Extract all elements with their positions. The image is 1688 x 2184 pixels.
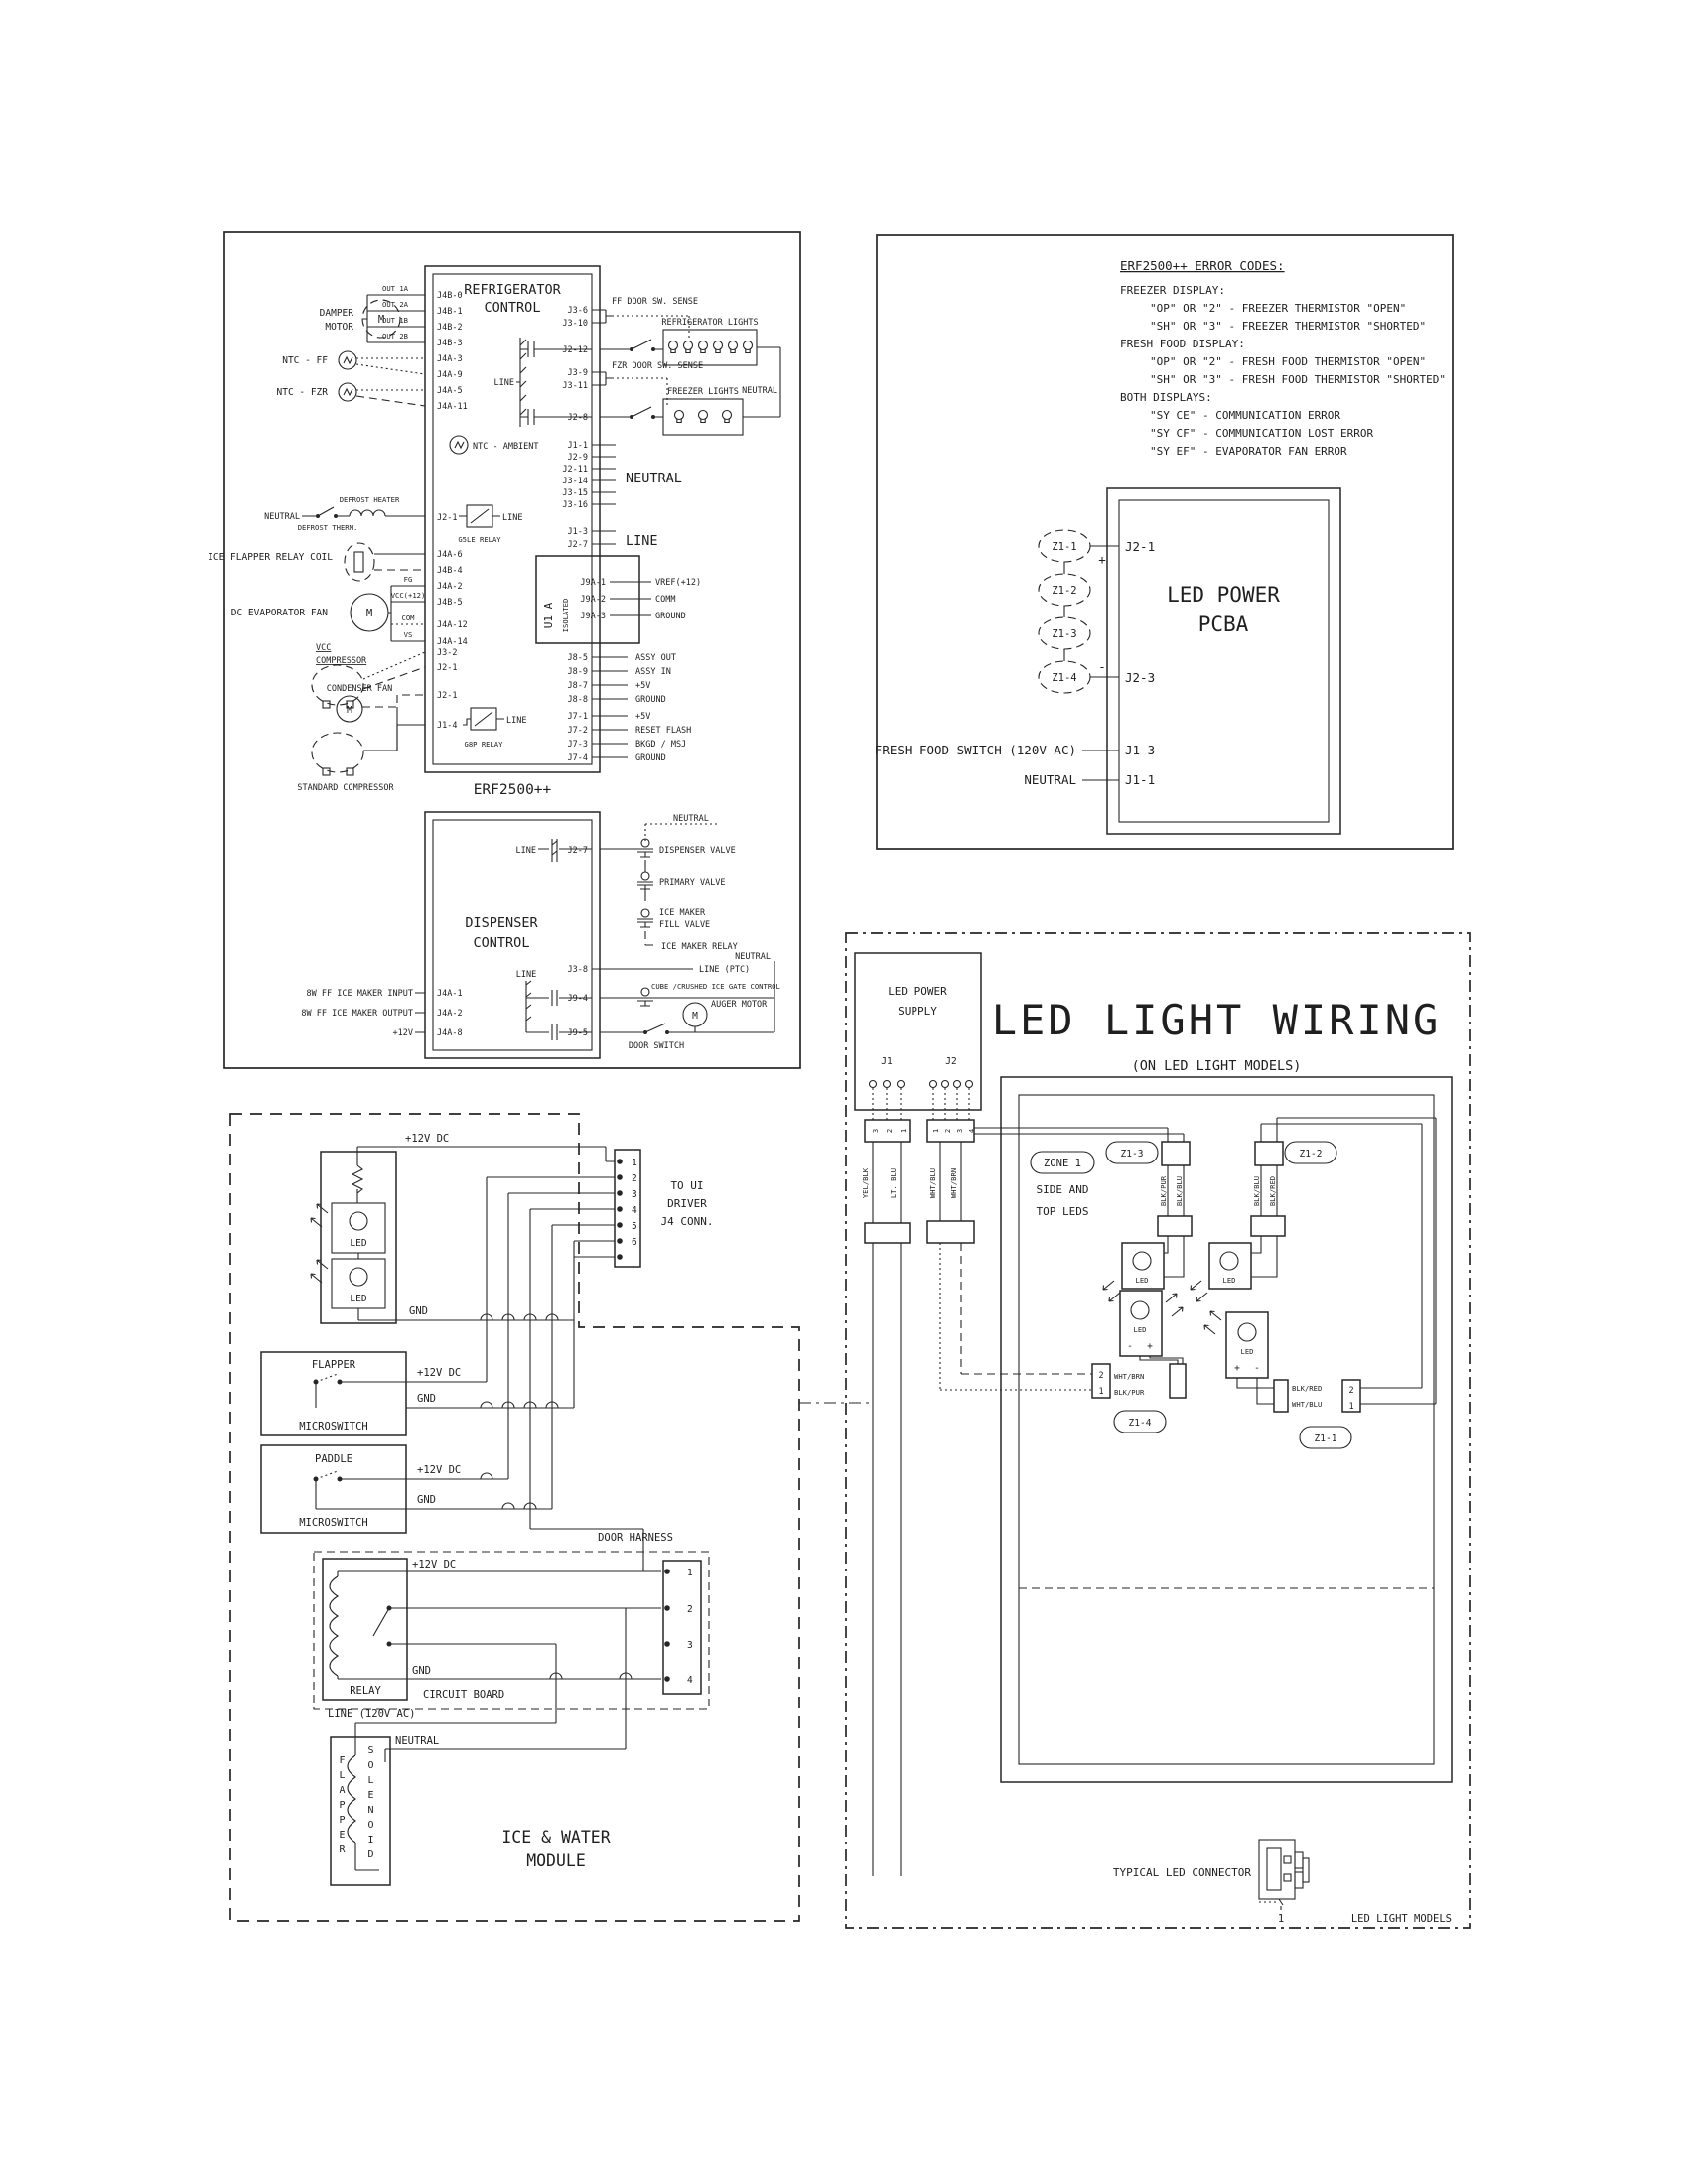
cb-pin-3: 3 (687, 1640, 693, 1651)
pin-pcba-j13: J1-3 (1125, 743, 1156, 757)
ui-pin-1: 1 (632, 1158, 637, 1168)
freezer-lights-label: FREEZER LIGHTS (667, 387, 739, 397)
label-ground2: GROUND (635, 695, 666, 705)
pin-j310: J3-10 (562, 319, 588, 329)
led-12v-label: +12V DC (405, 1133, 450, 1145)
wire-com: COM (401, 614, 415, 622)
ui-pin-6: 6 (632, 1237, 637, 1248)
z12-inline-block (1251, 1216, 1285, 1236)
standard-compressor-label: STANDARD COMPRESSOR (297, 783, 394, 793)
pin-j4b2: J4B-2 (437, 323, 463, 333)
j2-pin-3: 3 (955, 1128, 964, 1134)
zone-led3-minus: - (1254, 1363, 1260, 1374)
pin-j28: J2-8 (567, 413, 588, 423)
pin-j71: J7-1 (567, 712, 588, 722)
z13-wire-blk-blu: BLK/BLU (1175, 1175, 1184, 1207)
evap-fan-symbol: M (365, 608, 373, 619)
j1-inline-block (865, 1223, 910, 1243)
zone-led2-circle (1220, 1252, 1238, 1270)
defrost-neutral-label: NEUTRAL (264, 512, 300, 522)
label-ground3: GROUND (635, 753, 666, 763)
led-light-models-label: LED LIGHT MODELS (1350, 1913, 1452, 1925)
pin-j29: J2-9 (567, 453, 588, 463)
door-harness-pins (664, 1569, 670, 1682)
freezer-display-heading: FREEZER DISPLAY: (1120, 284, 1225, 297)
ice-maker-input-label: 8W FF ICE MAKER INPUT (306, 989, 413, 999)
pin-j21c: J2-1 (437, 691, 458, 701)
sy-cf-code: "SY CF" - COMMUNICATION LOST ERROR (1150, 427, 1374, 440)
j1-pin-2: 2 (885, 1128, 894, 1134)
dispenser-valve-icon (637, 839, 653, 857)
z1-4-ellipse-label: Z1-4 (1052, 672, 1077, 684)
freezer-lights (600, 399, 743, 435)
z12-wire-blk-blu: BLK/BLU (1252, 1175, 1261, 1207)
pin-j39: J3-9 (567, 368, 588, 378)
z11-pin-2: 2 (1348, 1386, 1354, 1396)
z14-pin-2: 2 (1098, 1371, 1104, 1381)
zone1-desc1: SIDE AND (1036, 1183, 1089, 1196)
ntc-wires (356, 358, 425, 406)
dispenser-neutral-label: NEUTRAL (673, 814, 709, 824)
z12-wire-blk-red: BLK/RED (1268, 1175, 1277, 1207)
zone-led3-label: LED (1240, 1347, 1254, 1356)
z14-badge-label: Z1-4 (1128, 1418, 1152, 1429)
pin-j95: J9-5 (567, 1028, 588, 1038)
flapper-microswitch-label: MICROSWITCH (299, 1421, 368, 1433)
panel4-border (846, 933, 1470, 1928)
pin-j89: J8-9 (567, 667, 588, 677)
sy-ce-code: "SY CE" - COMMUNICATION ERROR (1150, 409, 1341, 422)
error-codes-title: ERF2500++ ERROR CODES: (1120, 258, 1285, 273)
ice-water-module-label2: MODULE (526, 1851, 586, 1870)
dispenser-title2: CONTROL (473, 935, 530, 951)
pin-j11: J1-1 (567, 441, 588, 451)
wire-fg: FG (403, 575, 413, 584)
wire-vcc12: VCC(+12) (390, 591, 426, 600)
led-power-supply-label2: SUPPLY (898, 1005, 937, 1018)
dispenser-valve-label: DISPENSER VALVE (659, 846, 736, 856)
pin-j32: J3-2 (437, 648, 458, 658)
zone-led3-circle (1238, 1323, 1256, 1341)
z14-feed-wires (940, 1243, 1092, 1390)
evap-fan-label: DC EVAPORATOR FAN (230, 608, 328, 618)
supply-pin-circles (870, 1081, 973, 1121)
pin-j88: J8-8 (567, 695, 588, 705)
pin-j4a2: J4A-2 (437, 582, 463, 592)
zone-led3-arrow (1210, 1311, 1221, 1320)
pin-j4b4: J4B-4 (437, 566, 463, 576)
cb-neutral-label: NEUTRAL (395, 1735, 440, 1747)
led-power-supply-label1: LED POWER (888, 985, 947, 998)
flapper-vertical-label: FLAPPER (337, 1755, 348, 1859)
pcba-neutral-label: NEUTRAL (1024, 772, 1076, 787)
pin-j4a5: J4A-5 (437, 386, 463, 396)
z11-wire-blk-red: BLK/RED (1292, 1384, 1323, 1393)
refrigerator-lights (600, 330, 780, 417)
control-title: REFRIGERATOR (464, 282, 561, 298)
cb-pin-4: 4 (687, 1675, 693, 1686)
label-reset-flash: RESET FLASH (635, 726, 692, 736)
j1-pin-3: 3 (871, 1128, 880, 1134)
wire-label-out2b: OUT 2B (382, 332, 408, 341)
pcba-title2: PCBA (1197, 613, 1249, 636)
led2-label: LED (350, 1294, 367, 1304)
led-light-wiring-title: LED LIGHT WIRING (991, 996, 1442, 1044)
ff-shorted-code: "SH" OR "3" - FRESH FOOD THERMISTOR "SHORTED" (1150, 373, 1447, 386)
j1-pin-1: 1 (899, 1128, 908, 1134)
wire-vs: VS (403, 630, 413, 639)
ice-gate-label: CUBE /CRUSHED ICE GATE CONTROL (651, 982, 780, 991)
z11-wire-wht-blu: WHT/BLU (1292, 1400, 1323, 1409)
cb-pin-1: 1 (687, 1568, 693, 1578)
ntc-fzr-label: NTC - FZR (276, 387, 328, 398)
model-label: ERF2500++ (473, 782, 552, 798)
zone-led4-circle (1131, 1301, 1149, 1319)
label-vref: VREF(+12) (655, 578, 702, 588)
paddle-microswitch-label: MICROSWITCH (299, 1517, 368, 1529)
z11-pin-1: 1 (1348, 1402, 1354, 1412)
typical-led-connector-icon (1259, 1840, 1309, 1910)
label-5v-a: +5V (635, 681, 651, 691)
ff-open-code: "OP" OR "2" - FRESH FOOD THERMISTOR "OPEN" (1150, 355, 1427, 368)
ff-door-sense-label: FF DOOR SW. SENSE (612, 297, 698, 307)
ui-connector-pins (617, 1159, 623, 1260)
ice-maker-valve-label1: ICE MAKER (659, 908, 706, 918)
pin-j9a1: J9A-1 (580, 578, 606, 588)
supply-wires (873, 1142, 961, 1223)
pin-pcba-j21: J2-1 (1125, 539, 1156, 554)
door-harness-label: DOOR HARNESS (598, 1532, 673, 1544)
door-led-wiring (332, 1147, 615, 1320)
z12-connector (1255, 1142, 1283, 1165)
z11-inline-block (1274, 1380, 1288, 1412)
flapper-gnd-label: GND (417, 1393, 436, 1405)
ui-pin-4: 4 (632, 1205, 637, 1216)
line-bus-label: LINE (626, 533, 658, 549)
u1a-isolated-label: ISOLATED (561, 598, 570, 633)
zone-led2-arrow2 (1191, 1281, 1201, 1290)
damper-motor-symbol: M (377, 314, 385, 326)
cb-12v-label: +12V DC (412, 1559, 457, 1570)
dispenser-line-label: LINE (515, 846, 536, 856)
control-title2: CONTROL (484, 300, 541, 316)
z12-badge-label: Z1-2 (1299, 1149, 1323, 1160)
j1-label: J1 (881, 1056, 893, 1067)
pin-j94: J9-4 (567, 994, 588, 1004)
paddle-gnd-label: GND (417, 1494, 436, 1506)
j7-wires (592, 716, 628, 757)
pin-j4a2b: J4A-2 (437, 1009, 463, 1019)
ntc-fzr-icon (339, 383, 356, 401)
pin-j4b0: J4B-0 (437, 291, 463, 301)
label-assy-out: ASSY OUT (635, 653, 676, 663)
freezer-shorted-code: "SH" OR "3" - FREEZER THERMISTOR "SHORTED" (1150, 320, 1427, 333)
relay-circuit (330, 1571, 661, 1762)
pin-j311: J3-11 (562, 381, 588, 391)
pin-j4a6: J4A-6 (437, 550, 463, 560)
pin-j14: J1-4 (437, 721, 458, 731)
defrost-therm-label: DEFROST THERM. (297, 523, 358, 532)
pin-j21b: J2-1 (437, 663, 458, 673)
fresh-food-switch-label: FRESH FOOD SWITCH (120V AC) (874, 743, 1076, 757)
label-bkgd: BKGD / MSJ (635, 740, 687, 750)
pin-j4b5: J4B-5 (437, 598, 463, 608)
pin-disp-j27: J2-7 (567, 846, 588, 856)
pin-j4a1: J4A-1 (437, 989, 463, 999)
zone-led1-label: LED (1135, 1276, 1149, 1285)
led1-light-arrow (317, 1204, 328, 1213)
zone-led3-box (1226, 1312, 1268, 1378)
paddle-switch (314, 1471, 407, 1509)
pin-pcba-j11: J1-1 (1125, 772, 1156, 787)
led-power-supply-box (855, 953, 981, 1110)
line-120v-label: LINE (120V AC) (328, 1708, 416, 1720)
vcc-compressor-label1: VCC (316, 643, 332, 653)
ice-flapper-coil-label: ICE FLAPPER RELAY COIL (208, 552, 333, 563)
z11-wires (1237, 1378, 1436, 1404)
ntc-ff-label: NTC - FF (282, 355, 328, 366)
door-switch-label: DOOR SWITCH (628, 1041, 685, 1051)
zone1-desc2: TOP LEDS (1036, 1205, 1089, 1218)
vcc-compressor-label2: COMPRESSOR (316, 656, 367, 666)
g5le-relay-label: G5LE RELAY (458, 535, 501, 544)
zone-led2-arrow (1196, 1293, 1207, 1301)
zone-led4-arrow (1166, 1294, 1177, 1302)
pin-defrost-j21: J2-1 (437, 513, 458, 523)
z14-wire-wht-brn: WHT/BRN (1114, 1372, 1145, 1381)
to-ui-label1: TO UI (670, 1179, 704, 1192)
zone-led4-label: LED (1133, 1325, 1147, 1334)
pin-j38: J3-8 (567, 965, 588, 975)
j2-pin-4: 4 (967, 1128, 976, 1134)
wire-wht-brn: WHT/BRN (949, 1167, 958, 1199)
pin-j36: J3-6 (567, 306, 588, 316)
damper-motor-label2: MOTOR (325, 322, 353, 333)
paddle-label: PADDLE (315, 1453, 352, 1465)
pin-j4a9: J4A-9 (437, 370, 463, 380)
z13-connector (1162, 1142, 1190, 1165)
condenser-fan-symbol: M (347, 705, 352, 716)
pin-j4b1: J4B-1 (437, 307, 463, 317)
pin-j4a11: J4A-11 (437, 402, 468, 412)
pin-j87: J8-7 (567, 681, 588, 691)
panel-ice-water-module (230, 1114, 799, 1921)
zone-led3-plus: + (1234, 1363, 1240, 1374)
z14-wire-blk-pur: BLK/PUR (1114, 1388, 1145, 1397)
z14-inline-block (1170, 1364, 1186, 1398)
label-assy-in: ASSY IN (635, 667, 671, 677)
door-led-feed-wires (799, 1243, 901, 1876)
j8-wires (592, 657, 628, 699)
refrigerator-lights-label: REFRIGERATOR LIGHTS (661, 318, 759, 328)
pin-j27: J2-7 (567, 540, 588, 550)
g8p-line-label: LINE (506, 716, 527, 726)
z12-wires (1261, 1118, 1436, 1404)
pin-j316: J3-16 (562, 500, 588, 510)
zone-led1-arrow2 (1103, 1281, 1114, 1290)
pcba-title: LED POWER (1167, 583, 1280, 607)
flapper-label: FLAPPER (311, 1359, 356, 1371)
flapper-switch (314, 1374, 488, 1408)
pin-j4a3: J4A-3 (437, 354, 463, 364)
plus-terminal: + (1098, 552, 1106, 567)
lights-neutral-label: NEUTRAL (742, 386, 777, 396)
cb-pin-2: 2 (687, 1604, 693, 1615)
pin-j73: J7-3 (567, 740, 588, 750)
pin-j212: J2-12 (562, 345, 588, 355)
door-harness-connector (663, 1561, 701, 1694)
flapper-12v-label: +12V DC (417, 1367, 462, 1379)
panel-led-light-wiring (799, 933, 1470, 1928)
relay-label: RELAY (350, 1685, 381, 1697)
ice-maker-fill-valve-icon (637, 909, 653, 927)
wire-label-out1b: OUT 1B (382, 316, 408, 325)
ice-maker-valve-label2: FILL VALVE (659, 920, 711, 930)
auger-motor-symbol: M (692, 1011, 698, 1022)
zone-led4-plus: + (1147, 1341, 1153, 1352)
fresh-food-heading: FRESH FOOD DISPLAY: (1120, 338, 1245, 350)
typical-connector-pin1: 1 (1277, 1913, 1285, 1925)
zone-led4-arrow2 (1172, 1307, 1183, 1316)
paddle-12v-label: +12V DC (417, 1464, 462, 1476)
neutral-bus-label: NEUTRAL (626, 471, 682, 486)
z13-badge-label: Z1-3 (1120, 1149, 1144, 1160)
zone-led1-circle (1133, 1252, 1151, 1270)
zone-led1-arrow (1109, 1293, 1120, 1301)
wire-label-out2a: OUT 2A (382, 300, 408, 309)
pin-j315: J3-15 (562, 488, 588, 498)
xfmr-line-label: LINE (493, 378, 514, 388)
pin-j4b3: J4B-3 (437, 339, 463, 348)
dispenser-line-bus-label: LINE (515, 970, 537, 980)
panel-error-codes-led-pcba (875, 235, 1453, 849)
pin-j314: J3-14 (562, 477, 588, 486)
led1-chain-wires (1164, 1236, 1184, 1277)
to-ui-label3: J4 CONN. (660, 1215, 714, 1228)
zone-led3-arrow2 (1204, 1325, 1215, 1334)
wire-yel-blk: YEL/BLK (861, 1167, 870, 1199)
pin-j4a8: J4A-8 (437, 1028, 463, 1038)
ntc-ff-icon (339, 351, 356, 369)
typical-led-connector-label: TYPICAL LED CONNECTOR (1112, 1866, 1251, 1879)
z13-inline-block (1158, 1216, 1192, 1236)
j2-inline-block (927, 1221, 974, 1243)
wire-lt-blu: LT. BLU (889, 1167, 898, 1199)
zone1-badge-label: ZONE 1 (1044, 1158, 1081, 1169)
pin-j211: J2-11 (562, 465, 588, 475)
label-ground1: GROUND (655, 612, 686, 621)
ui-pin-5: 5 (632, 1221, 637, 1232)
pin-j72: J7-2 (567, 726, 588, 736)
z11-badge-label: Z1-1 (1314, 1433, 1337, 1444)
solenoid-vertical-label: SOLENOID (365, 1745, 376, 1864)
line-ptc-label: LINE (PTC) (699, 965, 751, 975)
primary-valve-label: PRIMARY VALVE (659, 878, 726, 887)
to-ui-label2: DRIVER (667, 1197, 707, 1210)
both-displays-heading: BOTH DISPLAYS: (1120, 391, 1212, 404)
ntc-ambient-icon (450, 436, 468, 454)
led-gnd-label: GND (409, 1305, 428, 1317)
pin-j9a3: J9A-3 (580, 612, 606, 621)
wire-wht-blu: WHT/BLU (928, 1167, 937, 1199)
pin-j13: J1-3 (567, 527, 588, 537)
j2-label: J2 (945, 1056, 957, 1067)
condenser-fan (337, 695, 425, 751)
led1-label: LED (350, 1238, 367, 1249)
ntc-ambient-label: NTC - AMBIENT (473, 442, 539, 452)
pin-j4a14: J4A-14 (437, 637, 468, 647)
input-wires (415, 993, 425, 1032)
ui-pin-3: 3 (632, 1189, 637, 1200)
ui-pin-2: 2 (632, 1173, 637, 1184)
z1-2-ellipse-label: Z1-2 (1052, 585, 1077, 597)
j2-pin-1: 1 (931, 1128, 940, 1134)
dispenser-title: DISPENSER (465, 915, 538, 931)
j2-pin-2: 2 (943, 1128, 952, 1134)
led-light-wiring-subtitle: (ON LED LIGHT MODELS) (1131, 1058, 1302, 1074)
u1a-wires (610, 582, 651, 615)
panel-refrigerator-control (208, 232, 800, 1068)
label-comm: COMM (655, 595, 676, 605)
ice-water-module-label1: ICE & WATER (501, 1828, 611, 1846)
zone-led4-minus: - (1127, 1341, 1133, 1352)
led2-chain-wires (1251, 1236, 1277, 1277)
z13-wires (974, 1128, 1184, 1216)
pin-pcba-j23: J2-3 (1125, 670, 1156, 685)
z14-pin-1: 1 (1098, 1387, 1104, 1397)
pin-j9a2: J9A-2 (580, 595, 606, 605)
auger-motor-label: AUGER MOTOR (711, 1000, 768, 1010)
wire-label-out1a: OUT 1A (382, 284, 408, 293)
primary-valve-icon (637, 872, 653, 889)
g8p-relay-label: G8P RELAY (464, 740, 503, 749)
damper-motor-label: DAMPER (319, 308, 353, 319)
pin-j74: J7-4 (567, 753, 588, 763)
minus-terminal: - (1098, 659, 1106, 674)
z1-3-ellipse-label: Z1-3 (1052, 628, 1077, 640)
ice-flapper-coil (345, 543, 425, 581)
label-5v-b: +5V (635, 712, 651, 722)
dispenser-neutral2-label: NEUTRAL (735, 952, 771, 962)
z13-wire-blk-pur: BLK/PUR (1159, 1175, 1168, 1207)
circuit-board-label: CIRCUIT BOARD (423, 1689, 505, 1701)
defrost-line-label: LINE (502, 513, 523, 523)
ice-maker-output-label: 8W FF ICE MAKER OUTPUT (301, 1009, 413, 1019)
condenser-fan-label: CONDENSER FAN (326, 684, 393, 694)
u1a-label: U1 A (542, 602, 555, 629)
freezer-open-code: "OP" OR "2" - FREEZER THERMISTOR "OPEN" (1150, 302, 1407, 315)
fzr-door-sense-label: FZR DOOR SW. SENSE (612, 361, 704, 371)
led2-light-arrow (317, 1260, 328, 1269)
cb-gnd-label: GND (412, 1665, 431, 1677)
pin-j85: J8-5 (567, 653, 588, 663)
pin-j4a12: J4A-12 (437, 620, 468, 630)
zone-led2-label: LED (1222, 1276, 1236, 1285)
z1-1-ellipse-label: Z1-1 (1052, 541, 1077, 553)
z14-link-wires (1140, 1356, 1183, 1364)
defrost-heater-label: DEFROST HEATER (339, 495, 400, 504)
ice-maker-relay-label: ICE MAKER RELAY (661, 942, 738, 952)
sy-ef-code: "SY EF" - EVAPORATOR FAN ERROR (1150, 445, 1347, 458)
plus12v-label: +12V (392, 1028, 413, 1038)
